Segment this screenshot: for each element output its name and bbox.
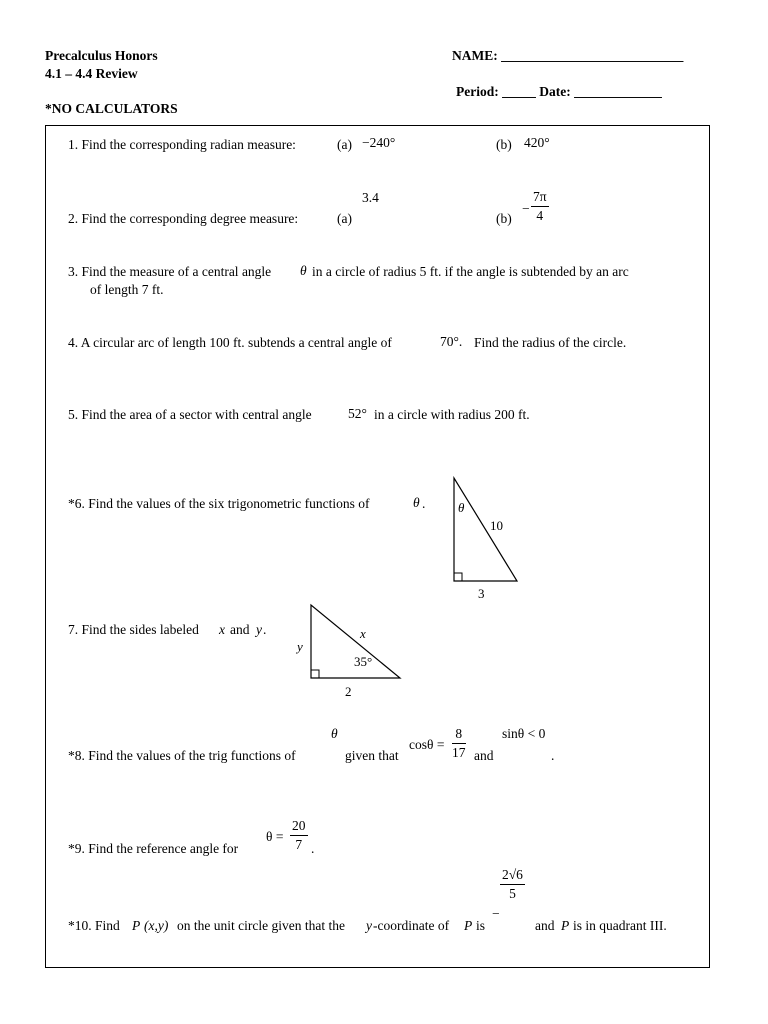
q6-fig-theta: θ <box>458 500 465 515</box>
name-field[interactable]: NAME: ___________________________ <box>452 48 684 63</box>
q7-text-a: 7. Find the sides labeled <box>68 622 199 637</box>
q8-given: given that <box>345 748 399 763</box>
q7-triangle-figure <box>290 600 410 702</box>
q10-is: is <box>476 918 486 933</box>
q1-b-value: 420° <box>524 135 550 150</box>
q4-text-b: Find the radius of the circle. <box>474 335 627 350</box>
q10-p: P <box>132 918 141 933</box>
q9-text: *9. Find the reference angle for <box>68 841 239 856</box>
q8-theta: θ <box>331 726 338 741</box>
q7-period: . <box>263 622 267 637</box>
q10-minus: − <box>492 906 500 921</box>
q4-angle: 70°. <box>440 334 463 349</box>
q6-theta: θ <box>413 495 420 510</box>
q8-and: and <box>474 748 494 763</box>
q6-triangle-figure <box>448 474 528 604</box>
q1-text: 1. Find the corresponding radian measure: <box>68 137 296 152</box>
q8-cos: cosθ = <box>409 737 445 752</box>
q1-a-label: (a) <box>337 137 352 152</box>
q8-fraction <box>452 726 466 761</box>
no-calculators-note: *NO CALCULATORS <box>45 101 178 116</box>
q7-and: and <box>230 622 250 637</box>
q2-b-fraction <box>531 189 549 224</box>
q1-a-value: −240° <box>362 135 396 150</box>
period-date-field[interactable]: Period: _____ Date: _____________ <box>456 84 662 99</box>
q10-text-d: and <box>535 918 555 933</box>
q3-line2: of length 7 ft. <box>90 282 164 297</box>
q3-line1-b: in a circle of radius 5 ft. if the angle is subtended by an arc <box>312 264 629 279</box>
q2-b-label: (b) <box>496 211 512 226</box>
q5-angle: 52° <box>348 406 367 421</box>
q2-b-minus: − <box>522 201 530 216</box>
q6-period: . <box>422 496 426 511</box>
q6-text: *6. Find the values of the six trigonometric functions of <box>68 496 370 511</box>
q9-denominator: 7 <box>295 837 303 852</box>
q2-a-value: 3.4 <box>362 190 379 205</box>
q2-text: 2. Find the corresponding degree measure: <box>68 211 299 226</box>
q3-line1-a: 3. Find the measure of a central angle <box>68 264 272 279</box>
q7-y: y <box>256 622 262 637</box>
course-title: Precalculus Honors <box>45 48 158 63</box>
q5-text-a: 5. Find the area of a sector with central angle <box>68 407 312 422</box>
q10-text-e: is in quadrant III. <box>573 918 667 933</box>
q6-fig-hypotenuse: 10 <box>490 518 503 533</box>
q9-lhs: θ = <box>266 829 284 844</box>
q7-fig-angle: 35° <box>354 654 373 669</box>
q7-fig-y: y <box>297 639 303 654</box>
unit-title: 4.1 – 4.4 Review <box>45 66 138 81</box>
q10-y: y <box>366 918 372 933</box>
q10-denominator: 5 <box>509 886 516 901</box>
q8-period: . <box>551 748 555 763</box>
q10-text-a: *10. Find <box>68 918 120 933</box>
q8-numerator: 8 <box>452 726 466 744</box>
q10-fraction <box>500 867 525 902</box>
q10-coords: (x,y) <box>144 918 169 933</box>
q9-numerator: 20 <box>290 818 308 836</box>
q7-fig-x: x <box>360 626 366 641</box>
q2-a-label: (a) <box>337 211 352 226</box>
q8-text-a: *8. Find the values of the trig functions of <box>68 748 296 763</box>
q2-b-denominator: 4 <box>536 208 544 223</box>
q10-text-b: on the unit circle given that the <box>177 918 345 933</box>
q8-sin: sinθ < 0 <box>502 726 546 741</box>
q6-fig-base: 3 <box>478 586 485 601</box>
q8-denominator: 17 <box>452 745 466 760</box>
q10-p3: P <box>561 918 570 933</box>
q5-text-b: in a circle with radius 200 ft. <box>374 407 530 422</box>
q9-fraction <box>290 818 308 853</box>
q10-p2: P <box>464 918 473 933</box>
q9-period: . <box>311 841 315 856</box>
q1-b-label: (b) <box>496 137 512 152</box>
q10-numerator: 2√6 <box>500 867 525 885</box>
q7-x: x <box>219 622 225 637</box>
q4-text-a: 4. A circular arc of length 100 ft. subtends a central angle of <box>68 335 392 350</box>
q7-fig-base: 2 <box>345 684 352 699</box>
q10-text-c: -coordinate of <box>373 918 450 933</box>
q3-theta: θ <box>300 263 307 278</box>
q2-b-numerator: 7π <box>531 189 549 207</box>
